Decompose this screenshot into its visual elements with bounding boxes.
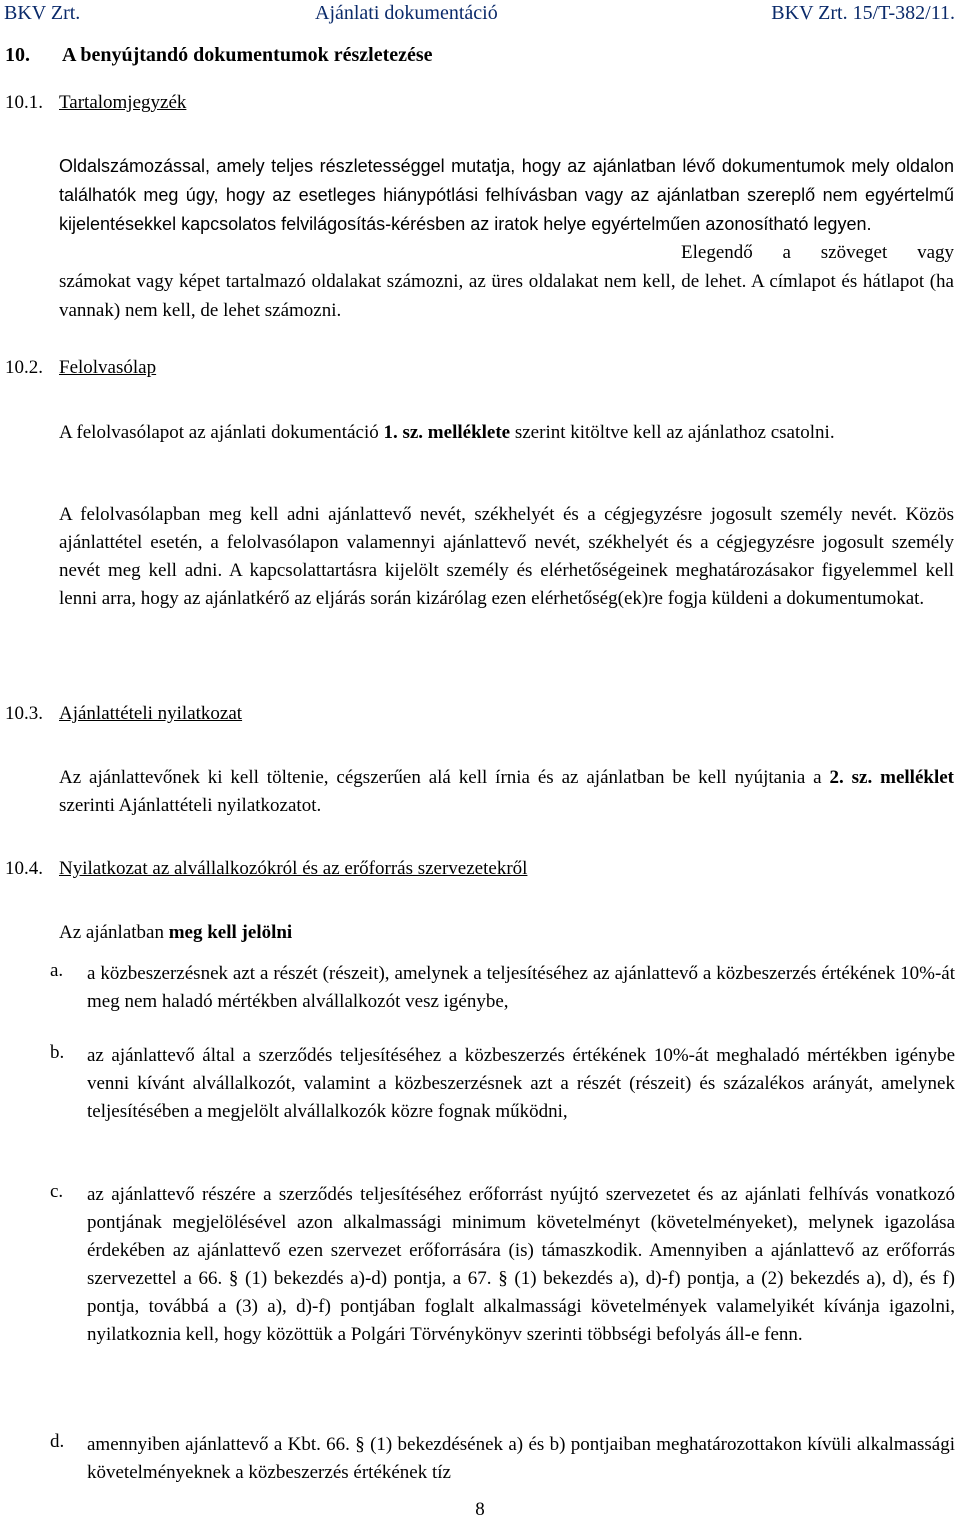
list-item-label: c.	[50, 1181, 64, 1202]
list-item-text: az ajánlattevő részére a szerződés teljesítéséhez erőforrást nyújtó szervezetet és az ajánlati felhívás vonatkozó pontjának megjelölésével azon alkalmassági minimum követelményt (követelményeket), melynek igazolása érdekében az ajánlattevő ezen szervezet erőforrására (is) támaszkodik. Amennyiben a ajánlattevő az erőforrás szervezettel a 66. § (1) bekezdés a)-d) pontja, a 67. § (1) bekezdés a), d)-f) pontja, a (2) bekezdés a), d), és f) pontja, továbbá a (3) a), d)-f) pontjában foglalt alkalmassági követelmények valamelyikét kívánja igazolni, nyilatkoznia kell, hogy közöttük a Polgári Törvénykönyv szerinti többségi befolyás áll-e fenn.	[87, 1184, 955, 1345]
section-10-2-paragraph-1	[59, 419, 954, 447]
header-center: Ajánlati dokumentáció	[315, 2, 498, 24]
section-10-1-paragraph-sans: Oldalszámozással, amely teljes részletességgel mutatja, hogy az ajánlatban lévő dokumentumok mely oldalon találhatók meg úgy, hogy az esetleges hiánypótlási felhívásban vagy az ajánlatban szereplő nem egyértelmű kijelentésekkel kapcsolatos felvilágosítás-kérésben az iratok helye egyértelműen azonosítható legyen.	[59, 156, 954, 234]
section-heading-10-2	[5, 357, 156, 379]
text-run: A felolvasólapot az ajánlati dokumentáció	[59, 422, 379, 443]
section-number: 10.3.	[5, 703, 43, 724]
list-item-label: b.	[50, 1042, 65, 1063]
list-item-text: az ajánlattevő által a szerződés teljesítéséhez a közbeszerzés értékének 10%-át meghaladó mértékben igénybe venni kívánt alvállalkozót, valamint a közbeszerzésnek azt a részét (részeit) és százalékos arányát, amelynek teljesítésében a megjelölt alvállalkozók közre fognak működni,	[87, 1045, 955, 1122]
section-number: 10.2.	[5, 357, 43, 378]
page-header	[0, 0, 960, 30]
annex-reference: 1. sz. melléklete	[383, 422, 511, 443]
list-item-label: d.	[50, 1431, 65, 1452]
section-10-2-paragraph-2: A felolvasólapban meg kell adni ajánlattevő nevét, székhelyét és a cégjegyzésre jogosult személy nevét. Közös ajánlattétel esetén, a felolvasólapon valamennyi ajánlattevő nevét, székhelyét és a cégjegyzésre jogosult személy nevét meg kell adni. A kapcsolattartásra kijelölt személy és elérhetőségeinek meghatározásakor figyelemmel kell lenni arra, hogy az ajánlatkérő az eljárás során kizárólag ezen elérhetőség(ek)re fogja küldeni a dokumentumokat.	[59, 504, 954, 609]
text-run: Az ajánlattevőnek ki kell töltenie, cégszerűen alá kell írnia és az ajánlatban be kell nyújtania a	[59, 767, 822, 788]
section-title: Ajánlattételi nyilatkozat	[59, 703, 243, 724]
chapter-heading	[5, 44, 433, 67]
list-item-text: a közbeszerzésnek azt a részét (részeit), amelynek a teljesítéséhez az ajánlattevő a közbeszerzés értékének 10%-át meg nem haladó mértékben alvállalkozót vesz igénybe,	[87, 963, 955, 1012]
section-title: Felolvasólap	[59, 357, 157, 378]
chapter-title: A benyújtandó dokumentumok részletezése	[62, 44, 433, 66]
section-10-1-paragraph-serif: Elegendő a szöveget vagy számokat vagy képet tartalmazó oldalakat számozni, az üres oldalakat nem kell, de lehet. A címlapot és hátlapot (ha vannak) nem kell, de lehet számozni.	[59, 242, 954, 321]
section-10-4-intro	[59, 919, 954, 947]
list-item-text: amennyiben ajánlattevő a Kbt. 66. § (1) bekezdésének a) és b) pontjaiban meghatározottakon kívüli alkalmassági követelményeknek a közbeszerzés értékének tíz	[87, 1434, 955, 1483]
section-10-3-paragraph	[59, 764, 954, 820]
text-run: Az ajánlatban	[59, 922, 164, 943]
text-run: szerint kitöltve kell az ajánlathoz csatolni.	[514, 422, 835, 443]
section-title: Tartalomjegyzék	[59, 92, 187, 113]
section-title: Nyilatkozat az alvállalkozókról és az erőforrás szervezetekről	[59, 858, 528, 879]
section-heading-10-1	[5, 92, 186, 114]
section-heading-10-4	[5, 858, 527, 880]
chapter-number: 10.	[5, 44, 30, 66]
text-run: szerinti Ajánlattételi nyilatkozatot.	[59, 795, 322, 816]
section-number: 10.1.	[5, 92, 43, 113]
annex-reference: 2. sz. melléklet	[829, 767, 955, 788]
list-item-label: a.	[50, 960, 64, 981]
section-number: 10.4.	[5, 858, 43, 879]
header-left: BKV Zrt.	[4, 2, 81, 24]
page-number: 8	[475, 1499, 485, 1520]
section-heading-10-3	[5, 703, 242, 725]
emphasis: meg kell jelölni	[168, 922, 293, 943]
header-right: BKV Zrt. 15/T-382/11.	[771, 2, 955, 24]
